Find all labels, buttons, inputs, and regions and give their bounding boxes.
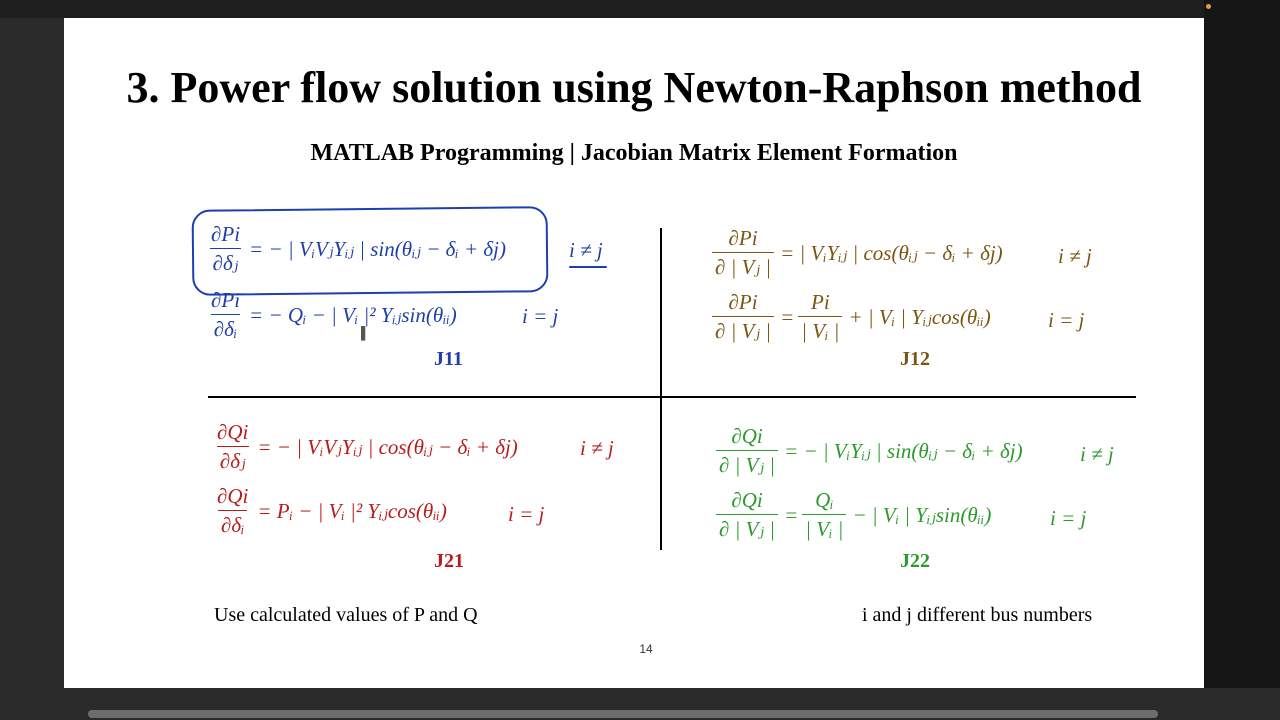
j11-label: J11 [434,348,463,370]
j11-equation-diagonal [204,288,457,342]
j12-eq1-expression: = | VᵢYᵢⱼ | cos(θᵢⱼ − δᵢ + δj) [780,240,1003,265]
j12-eq2-ratio-denominator: | Vᵢ | [798,316,842,344]
j21-eq2-derivative [214,484,251,538]
j22-eq1-numerator: ∂Qi [731,424,763,448]
slide-subtitle: MATLAB Programming | Jacobian Matrix Element Formation [310,140,958,166]
j11-eq1-condition: i ≠ j [569,238,603,262]
j11-eq1-expression: = − | VᵢVⱼYᵢⱼ | sin(θᵢⱼ − δᵢ + δj) [249,236,506,261]
j21-eq2-numerator: ∂Qi [217,484,249,508]
j12-label: J12 [900,348,930,370]
note-right: i and j different bus numbers [862,604,1093,626]
horizontal-scrollbar[interactable] [88,710,1158,718]
j21-eq1-derivative [214,420,251,474]
j12-eq2-ratio-numerator: Pi [811,290,830,314]
quadrant-horizontal-divider [208,396,1136,398]
j21-eq1-expression: = − | VᵢVⱼYᵢⱼ | cos(θᵢⱼ − δᵢ + δj) [257,434,518,459]
j22-eq1-denominator: ∂ | Vⱼ | [716,450,778,478]
j22-eq1-condition: i ≠ j [1080,442,1114,466]
j11-eq2-expression: = − Qᵢ − | Vᵢ |² Yᵢⱼsin(θᵢᵢ) [249,302,457,327]
j22-eq2-ratio-denominator: | Vᵢ | [802,514,846,542]
j12-eq1-condition: i ≠ j [1058,244,1092,268]
j12-equation-offdiagonal [708,226,1003,280]
j21-eq1-condition: i ≠ j [580,436,614,460]
j11-eq1-derivative [208,222,243,276]
j21-equation-diagonal [210,484,447,538]
j12-eq2-ratio [798,290,842,344]
j22-eq2-ratio [802,488,846,542]
j22-eq2-ratio-numerator: Qᵢ [815,488,834,512]
j22-equation-offdiagonal [712,424,1023,478]
j12-eq1-denominator: ∂ | Vⱼ | [712,252,774,280]
j21-eq1-denominator: ∂δⱼ [217,446,249,474]
j22-eq2-derivative [716,488,778,542]
j22-eq2-expression: − | Vᵢ | Yᵢⱼsin(θᵢᵢ) [852,502,992,527]
presentation-slide [64,18,1204,688]
j22-eq2-condition: i = j [1050,506,1087,530]
j21-eq2-expression: = Pᵢ − | Vᵢ |² Yᵢⱼcos(θᵢᵢ) [257,498,447,523]
j12-eq2-condition: i = j [1048,308,1085,332]
j12-eq2-derivative [712,290,774,344]
j22-eq1-expression: = − | VᵢYᵢⱼ | sin(θᵢⱼ − δᵢ + δj) [784,438,1023,463]
j11-eq2-condition: i = j [522,304,559,328]
slide-title: 3. Power flow solution using Newton-Raphson method [126,63,1142,112]
j12-eq2-expression: + | Vᵢ | Yᵢⱼcos(θᵢᵢ) [848,304,991,329]
j12-eq2-denominator: ∂ | Vⱼ | [712,316,774,344]
pen-underline-mark [569,266,607,268]
j12-equation-diagonal: $\frac{\partial Pi}{\text{∂ | Vⱼ |}}$ = $\frac{Pi}{\text{| Vᵢ |}}$ + | Vᵢ | Yᵢⱼcos(θᵢᵢ) [708,290,991,344]
j11-eq2-derivative [208,288,243,342]
j11-eq2-denominator: ∂δᵢ [211,314,240,342]
j22-equation-diagonal: $\frac{\partial Qi}{\text{∂ | Vⱼ |}}$ = $\frac{\text{Qᵢ}}{\text{| Vᵢ |}}$ − | Vᵢ | Yᵢⱼsin(θᵢᵢ) [712,488,991,542]
j11-eq1-denominator: ∂δⱼ [210,248,242,276]
j12-eq2-numerator: ∂Pi [728,290,758,314]
j21-equation-offdiagonal [210,420,518,474]
j22-label: J22 [900,550,930,572]
j22-eq2-numerator: ∂Qi [731,488,763,512]
j11-equation-offdiagonal [204,222,506,276]
j11-eq1-numerator: ∂Pi [211,222,241,246]
j11-eq2-numerator: ∂Pi [211,288,241,312]
page-number: 14 [639,642,653,656]
note-left: Use calculated values of P and Q [214,604,478,626]
status-dot-icon [1206,4,1211,9]
j22-eq2-denominator: ∂ | Vⱼ | [716,514,778,542]
window-top-bar [0,0,1280,18]
j12-eq1-derivative [712,226,774,280]
j12-eq1-numerator: ∂Pi [728,226,758,250]
mouse-cursor-icon: ▌ [361,326,370,340]
quadrant-vertical-divider [660,228,662,550]
j21-eq2-condition: i = j [508,502,545,526]
right-panel-strip [1204,0,1280,720]
j21-label: J21 [434,550,464,572]
j22-eq1-derivative [716,424,778,478]
j21-eq2-denominator: ∂δᵢ [218,510,247,538]
j21-eq1-numerator: ∂Qi [217,420,249,444]
